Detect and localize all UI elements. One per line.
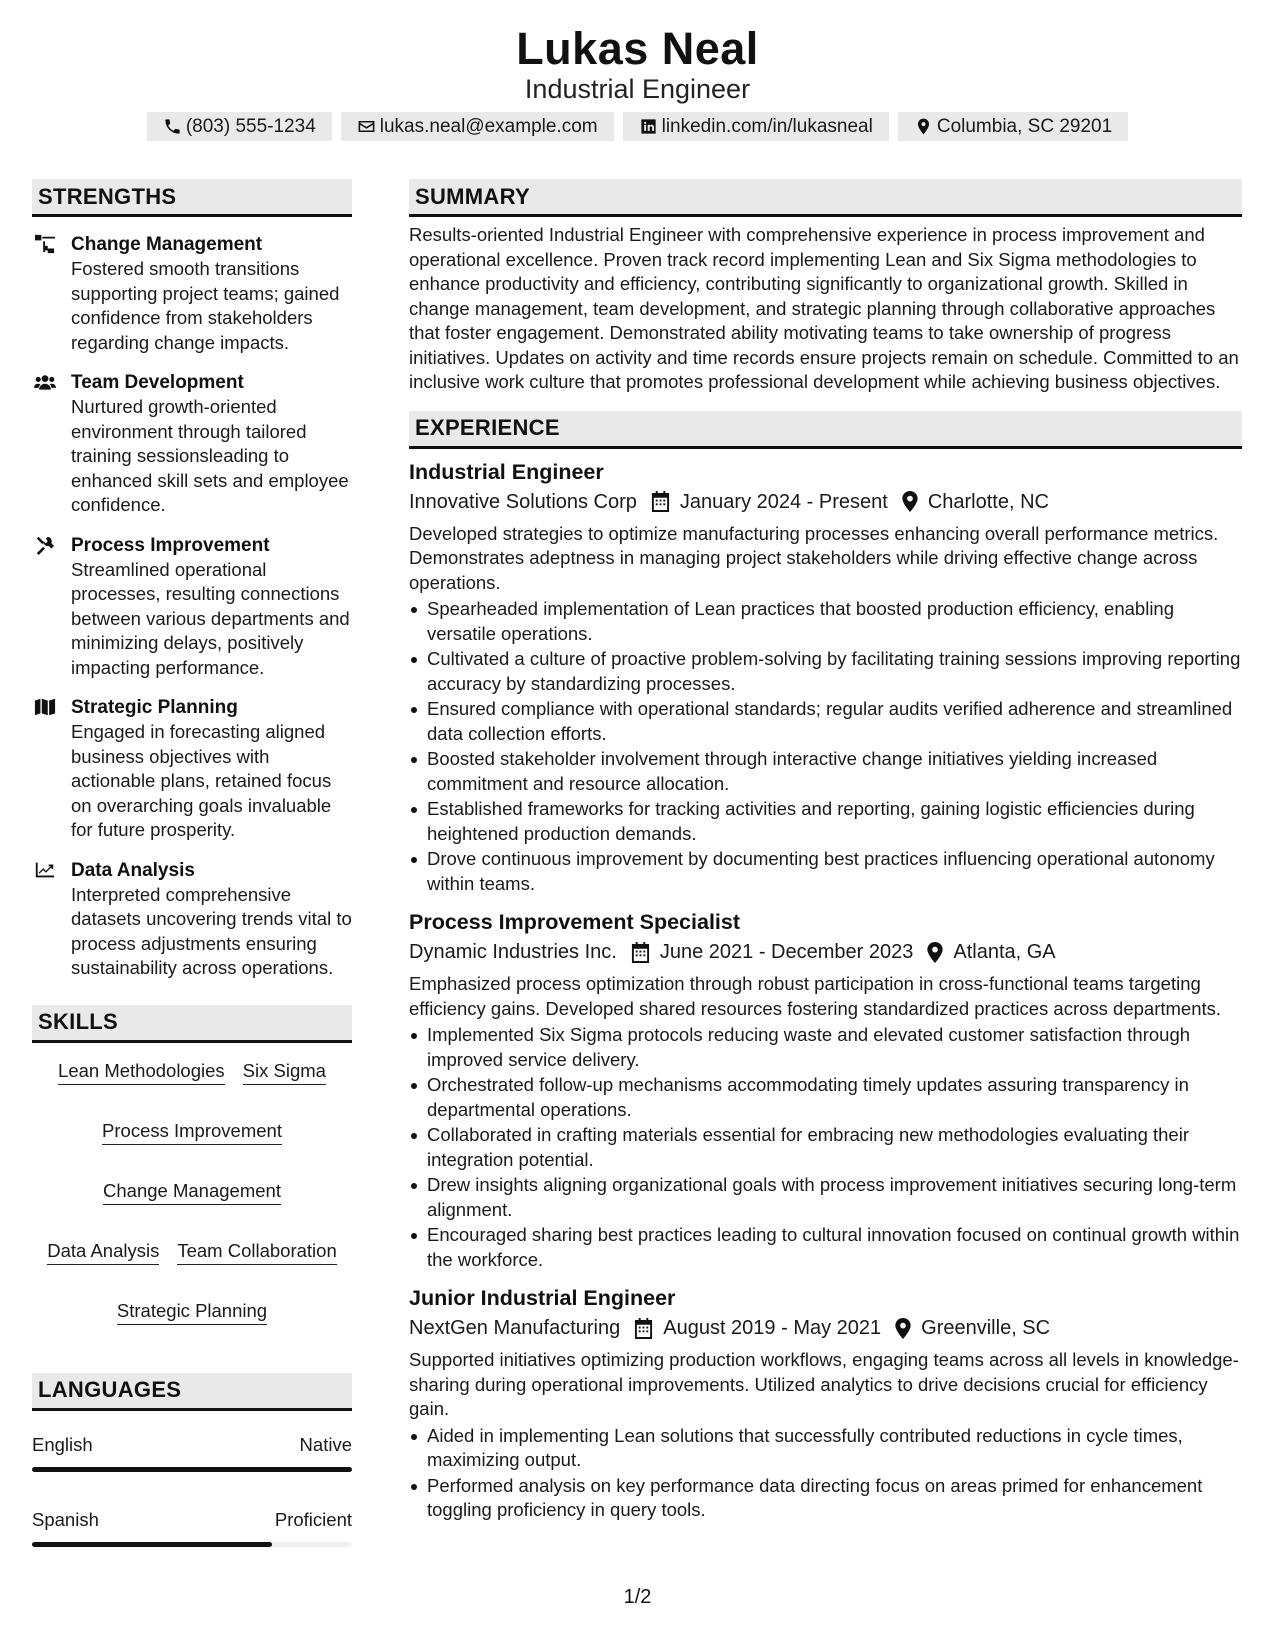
strength-title: Change Management (71, 234, 263, 255)
contact-bar (0, 112, 1275, 141)
strength-desc: Fostered smooth transitions supporting project teams; gained confidence from stakeholders regarding change impacts. (71, 258, 340, 353)
job-location: Greenville, SC (921, 1317, 1051, 1339)
job-title: Junior Industrial Engineer (409, 1286, 676, 1310)
job-title: Industrial Engineer (409, 459, 604, 484)
languages-heading: LANGUAGES (32, 1373, 352, 1411)
contact-email[interactable] (341, 112, 614, 141)
summary-text: Results-oriented Industrial Engineer with comprehensive experience in process improvement and operational excellence. Proven track record implementing Lean and Six Sigma methodologies to enhance productivity and efficiency, contributing significantly to organizational growth. Skilled in change management, team development, and strategic planning through collaborative approaches that foster engagement. Demonstrated ability motivating teams to take ownership of progress initiatives. Updates on activity and time records ensure projects remain on schedule. Committed to an inclusive work culture that promotes professional development while achieving business objectives. (409, 224, 1239, 392)
skill-tag: Strategic Planning (117, 1299, 267, 1325)
candidate-name: Lukas Neal (516, 23, 759, 74)
job-meta (409, 1314, 1242, 1342)
bullet-item: Encouraged sharing best practices leading to cultural innovation focused on continual growth within the workforce. (409, 1223, 1242, 1272)
strength-desc: Nurtured growth-oriented environment through tailored training sessionsleading to enhanced skill sets and employee confidence. (71, 396, 349, 515)
phone-icon (163, 117, 182, 136)
map-pin-icon (914, 117, 933, 136)
resume-header (0, 22, 1275, 104)
job-description: Emphasized process optimization through robust participation in cross-functional teams targeting efficiency gains. Developed shared resources fostering standardized practices across departments. (409, 973, 1222, 1019)
contact-phone[interactable] (147, 112, 332, 141)
contact-linkedin-text: linkedin.com/in/lukasneal (661, 115, 873, 137)
bullet-item: Implemented Six Sigma protocols reducing waste and elevated customer satisfaction through improved service delivery. (409, 1023, 1242, 1072)
job-company: Dynamic Industries Inc. (409, 941, 617, 963)
map-pin-icon (895, 1318, 911, 1339)
contact-linkedin[interactable] (623, 112, 889, 141)
skill-tag: Change Management (103, 1179, 281, 1205)
page-number: 1/2 (623, 1586, 652, 1608)
skill-tag: Team Collaboration (177, 1239, 336, 1265)
envelope-icon (357, 117, 376, 136)
summary-heading: SUMMARY (409, 179, 1242, 217)
job-location: Atlanta, GA (953, 941, 1056, 963)
strength-item (32, 371, 352, 518)
job-title: Process Improvement Specialist (409, 910, 741, 934)
calendar-icon (634, 1318, 653, 1339)
calendar-icon (631, 942, 650, 963)
bullet-item: Aided in implementing Lean solutions that successfully contributed reductions in cycle times, maximizing output. (409, 1424, 1242, 1473)
job-company: NextGen Manufacturing (409, 1317, 621, 1339)
skills-heading: SKILLS (32, 1005, 352, 1043)
strength-title: Data Analysis (71, 859, 195, 881)
skill-tag: Data Analysis (47, 1239, 159, 1265)
job-meta (409, 938, 1242, 966)
strength-desc: Engaged in forecasting aligned business objectives with actionable plans, retained focus on overarching goals invaluable for future prosperity. (71, 721, 332, 840)
job-bullets (409, 597, 1242, 896)
linkedin-icon (639, 117, 658, 136)
job-dates: June 2021 - December 2023 (659, 941, 914, 963)
strength-title: Process Improvement (71, 534, 270, 556)
bullet-item: Spearheaded implementation of Lean practices that boosted production efficiency, enabling versatile operations. (409, 597, 1242, 646)
job-dates: January 2024 - Present (679, 490, 888, 513)
language-proficiency-bar (32, 1467, 352, 1472)
bullet-item: Orchestrated follow-up mechanisms accommodating timely updates assuring transparency in departmental operations. (409, 1073, 1242, 1122)
strength-item (32, 233, 352, 355)
strength-item (32, 534, 352, 681)
map-icon (34, 697, 56, 717)
candidate-title: Industrial Engineer (524, 74, 751, 104)
contact-location[interactable] (898, 112, 1128, 141)
job-bullets (409, 1424, 1242, 1523)
calendar-icon (651, 491, 670, 512)
tools-icon (34, 535, 56, 555)
bullet-item: Cultivated a culture of proactive problem-solving by facilitating training sessions improving reporting accuracy by standardizing processes. (409, 647, 1242, 696)
job-entry (409, 908, 1242, 1272)
strength-desc: Streamlined operational processes, resulting connections between various departments and minimizing delays, positively impacting performance. (71, 558, 350, 678)
job-entry (409, 1284, 1242, 1523)
sitemap-icon (34, 234, 56, 254)
contact-location-text: Columbia, SC 29201 (936, 115, 1113, 137)
strength-desc: Interpreted comprehensive datasets uncovering trends vital to process adjustments ensuring sustainability across operations. (71, 883, 352, 978)
bullet-item: Drove continuous improvement by documenting best practices influencing operational autonomy within teams. (409, 847, 1242, 896)
strength-title: Strategic Planning (71, 697, 238, 718)
job-meta (409, 488, 1242, 516)
users-icon (34, 372, 56, 392)
language-item (32, 1508, 352, 1547)
job-entry (409, 458, 1242, 897)
language-level: Native (299, 1433, 352, 1455)
map-pin-icon (927, 942, 943, 963)
job-description: Supported initiatives optimizing production workflows, engaging teams across all levels in knowledge-sharing during operational improvements. Utilized analytics to drive decisions crucial for efficiency gain. (409, 1349, 1239, 1419)
contact-phone-text: (803) 555-1234 (185, 115, 316, 137)
job-description: Developed strategies to optimize manufacturing processes enhancing overall performance metrics. Demonstrates adeptness in managing project stakeholders while driving effective change across operations. (409, 522, 1219, 593)
right-column (409, 179, 1242, 1524)
map-pin-icon (902, 491, 918, 512)
strength-title: Team Development (71, 372, 244, 393)
language-name: English (32, 1433, 93, 1455)
skill-tag: Lean Methodologies (58, 1059, 225, 1085)
experience-heading: EXPERIENCE (409, 411, 1242, 449)
bullet-item: Boosted stakeholder involvement through interactive change initiatives yielding increased commitment and resource allocation. (409, 747, 1242, 796)
skills-list (32, 1059, 352, 1325)
job-company: Innovative Solutions Corp (409, 490, 637, 513)
language-proficiency-bar (32, 1542, 352, 1547)
strength-item (32, 859, 352, 981)
bullet-item: Established frameworks for tracking activities and reporting, gaining logistic efficiencies during heightened production demands. (409, 797, 1242, 846)
skill-tag: Process Improvement (102, 1119, 282, 1145)
bullet-item: Collaborated in crafting materials essential for embracing new methodologies evaluating their integration potential. (409, 1123, 1242, 1172)
language-name: Spanish (32, 1508, 99, 1530)
left-column (32, 179, 352, 1547)
strengths-heading: STRENGTHS (32, 179, 352, 217)
job-dates: August 2019 - May 2021 (663, 1317, 882, 1339)
bullet-item: Performed analysis on key performance data directing focus on areas primed for enhancement toggling proficiency in query tools. (409, 1474, 1242, 1523)
language-level: Proficient (274, 1508, 352, 1530)
contact-email-text: lukas.neal@example.com (379, 115, 598, 137)
bullet-item: Drew insights aligning organizational goals with process improvement initiatives securing long-term alignment. (409, 1173, 1242, 1222)
job-location: Charlotte, NC (927, 490, 1049, 513)
strength-item (32, 696, 352, 843)
job-bullets (409, 1023, 1242, 1272)
skill-tag: Six Sigma (243, 1059, 326, 1085)
chart-line-icon (34, 860, 56, 880)
language-item (32, 1433, 352, 1472)
bullet-item: Ensured compliance with operational standards; regular audits verified adherence and streamlined data collection efforts. (409, 697, 1242, 746)
